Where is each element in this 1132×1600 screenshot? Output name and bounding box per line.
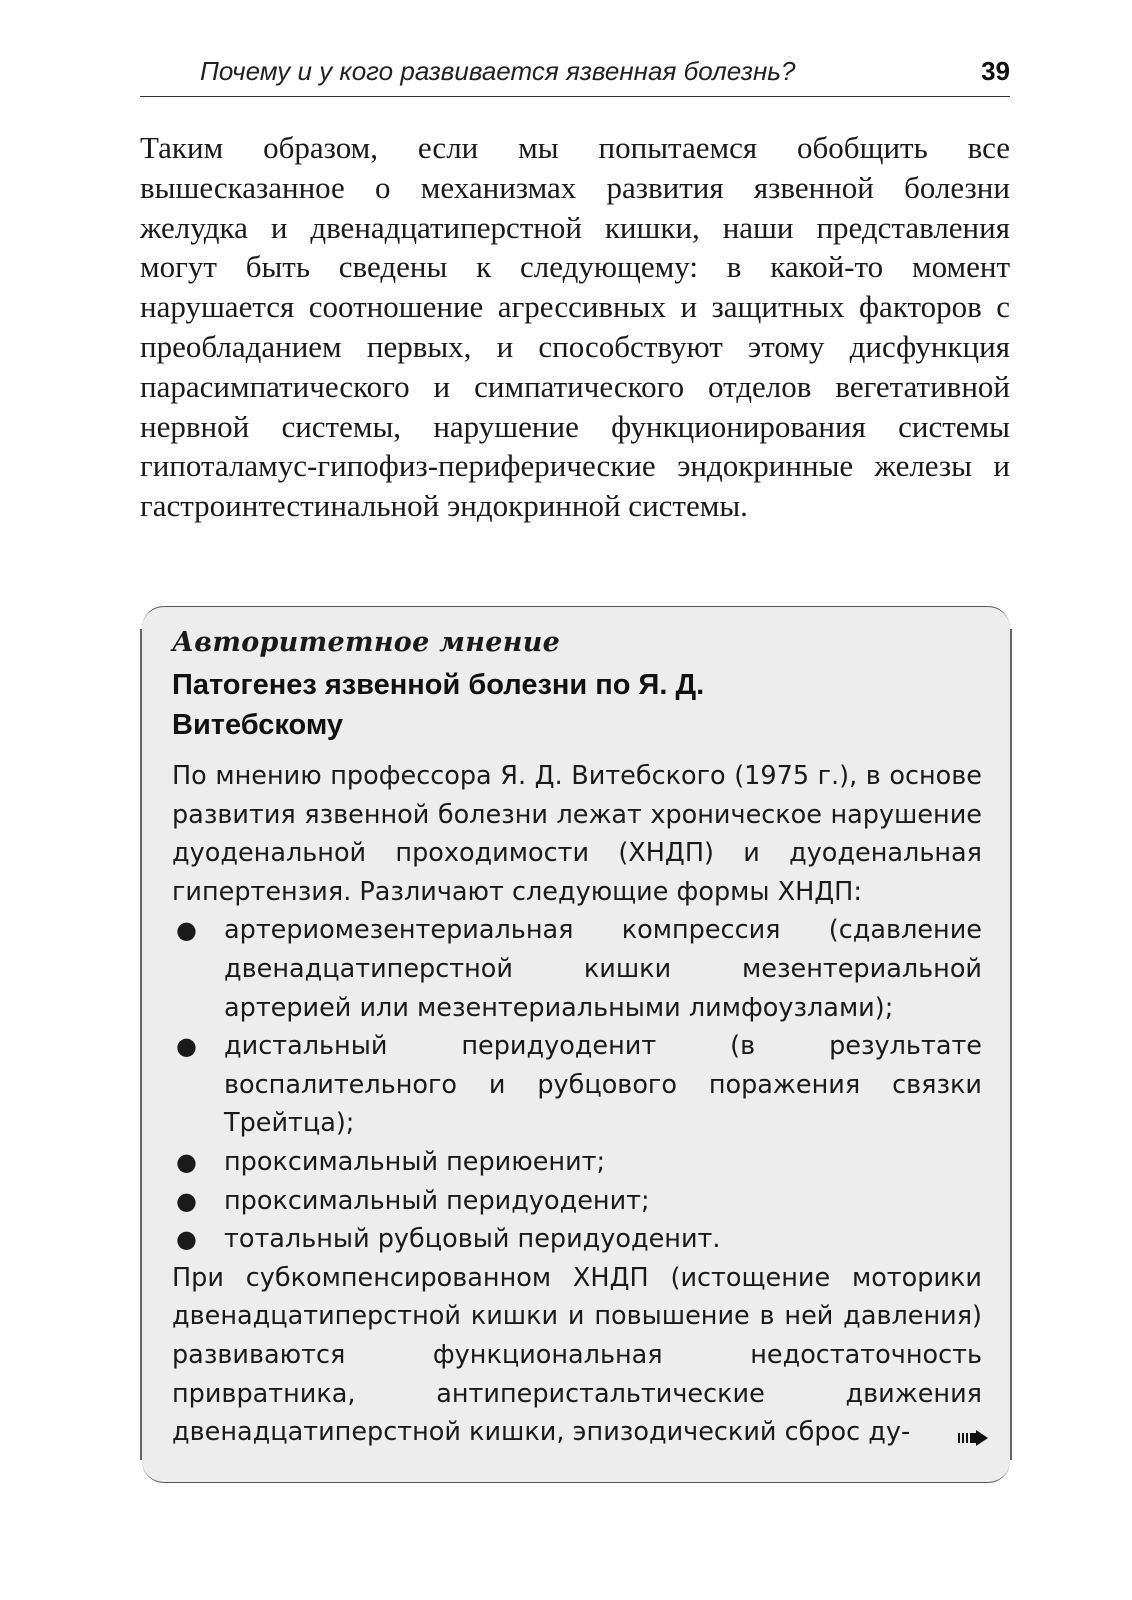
box-right-rule <box>1010 629 1012 1460</box>
box-content <box>172 625 982 1452</box>
body-paragraph: Таким образом, если мы попытаемся обобщить все вышесказанное о механизмах развития язвенной болезни желудка и двенадцатиперстной кишки, наши представления могут быть сведены к следующему: в какой-то момент нарушается соотношение агрессивных и защитных факторов с преобладанием первых, и способствуют этому дисфункция парасимпатического и симпатического отделов вегетативной нервной системы, нарушение функционирования системы гипоталамус-гипофиз-периферические эндокринные железы и гастроинтестинальной эндокринной системы. <box>140 130 1010 524</box>
arrow-right-icon <box>958 1430 988 1446</box>
list-item <box>172 1220 982 1259</box>
box-title: Патогенез язвенной болезни по Я. Д. Витебскому <box>172 669 705 741</box>
box-left-rule <box>140 629 142 1460</box>
list-item <box>172 1182 982 1221</box>
list-item-text: тотальный рубцовый перидуоденит. <box>224 1224 721 1255</box>
list-item-text: проксимальный периюенит; <box>224 1146 606 1177</box>
list-item <box>172 1027 982 1143</box>
bullet-icon: ● <box>176 1147 197 1176</box>
box-intro: По мнению профессора Я. Д. Витебского (1975 г.), в основе развития язвенной болезни лежат хроническое нарушение дуоденальной проходимости (ХНДП) и дуоденальная гипертензия. Различают следующие формы ХНДП: <box>172 761 982 907</box>
list-item <box>172 911 982 1027</box>
box-continuation-text: При субкомпенсированном ХНДП (истощение моторики двенадцатиперстной кишки и повышение в ней давления) развиваются функциональная недостаточность привратника, антиперистальтические движения двенадцатиперстной кишки, эпизодический сброс ду- <box>172 1262 982 1448</box>
box-label: Авторитетное мнение <box>172 627 561 658</box>
running-header <box>140 52 1010 97</box>
expert-opinion-box <box>142 606 1010 1483</box>
list-item-text: проксимальный перидуоденит; <box>224 1185 650 1216</box>
running-title: Почему и у кого развивается язвенная болезнь? <box>200 56 796 86</box>
bullet-icon: ● <box>176 916 197 945</box>
bullet-icon: ● <box>176 1225 197 1254</box>
page-number: 39 <box>981 56 1010 86</box>
bullet-icon: ● <box>176 1186 197 1215</box>
forms-list <box>172 911 982 1258</box>
bullet-icon: ● <box>176 1032 197 1061</box>
list-item-text: дистальный перидуоденит (в результате воспалительного и рубцового поражения связки Трейтца); <box>224 1031 982 1139</box>
list-item <box>172 1143 982 1182</box>
list-item-text: артериомезентериальная компрессия (сдавление двенадцатиперстной кишки мезентериальной артерией или мезентериальными лимфоузлами); <box>224 915 982 1023</box>
